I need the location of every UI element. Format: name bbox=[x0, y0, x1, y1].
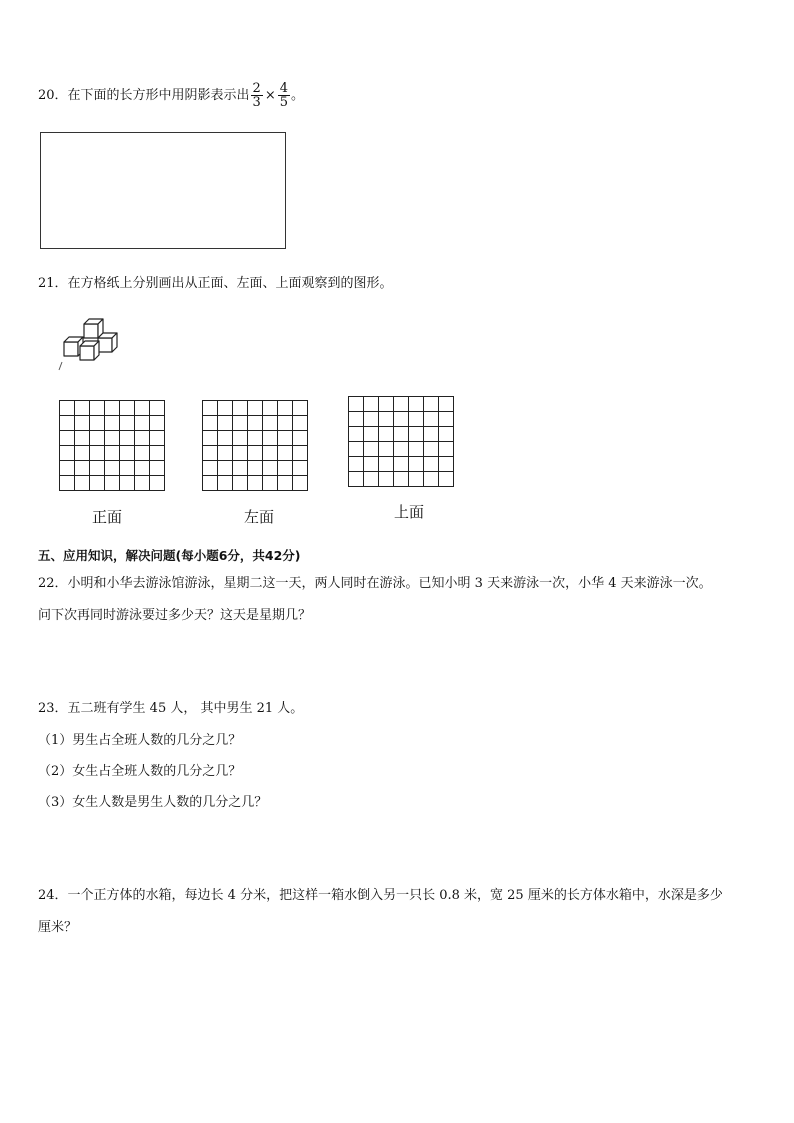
section-title: 五、应用知识，解决问题(每小题6分，共42分) bbox=[38, 548, 301, 563]
question-24-line-2: 厘米？ bbox=[38, 920, 78, 935]
grid-label-left: 左面 bbox=[244, 508, 275, 526]
question-20-suffix: 。 bbox=[291, 88, 305, 103]
question-20 bbox=[38, 82, 304, 109]
grid-label-top: 上面 bbox=[394, 503, 425, 521]
question-24-line-1: 24．一个正方体的水箱，每边长 4 分米，把这样一箱水倒入另一只长 0.8 米，宽 25 厘米的长方体水箱中，水深是多少 bbox=[38, 888, 723, 903]
grid-label-front: 正面 bbox=[92, 508, 123, 526]
question-20-text: 20．在下面的长方形中用阴影表示出 bbox=[38, 88, 250, 103]
grid-top-view[interactable] bbox=[348, 396, 454, 487]
fraction-denominator: 5 bbox=[279, 95, 289, 110]
answer-rectangle[interactable] bbox=[40, 132, 286, 249]
cube-stack-figure bbox=[52, 310, 132, 372]
fraction-numerator: 4 bbox=[279, 81, 289, 96]
question-22-line-2: 问下次再同时游泳要过多少天？这天是星期几？ bbox=[38, 608, 312, 623]
question-23-part-2: （2）女生占全班人数的几分之几？ bbox=[38, 764, 242, 779]
question-22-line-1: 22．小明和小华去游泳馆游泳，星期二这一天，两人同时在游泳。已知小明 3 天来游泳一次，小华 4 天来游泳一次。 bbox=[38, 576, 712, 591]
question-23-stem: 23．五二班有学生 45 人， 其中男生 21 人。 bbox=[38, 701, 304, 716]
grid-front-view[interactable] bbox=[59, 400, 165, 491]
fraction-denominator: 3 bbox=[252, 95, 261, 110]
fraction-numerator: 2 bbox=[252, 81, 261, 96]
question-23-part-3: （3）女生人数是男生人数的几分之几？ bbox=[38, 795, 268, 810]
fraction-two-thirds bbox=[251, 82, 263, 109]
multiply-sign: × bbox=[264, 88, 276, 103]
question-23-part-1: （1）男生占全班人数的几分之几？ bbox=[38, 733, 242, 748]
fraction-four-fifths bbox=[278, 82, 290, 109]
question-21-text: 21．在方格纸上分别画出从正面、左面、上面观察到的图形。 bbox=[38, 276, 393, 291]
grid-left-view[interactable] bbox=[202, 400, 308, 491]
